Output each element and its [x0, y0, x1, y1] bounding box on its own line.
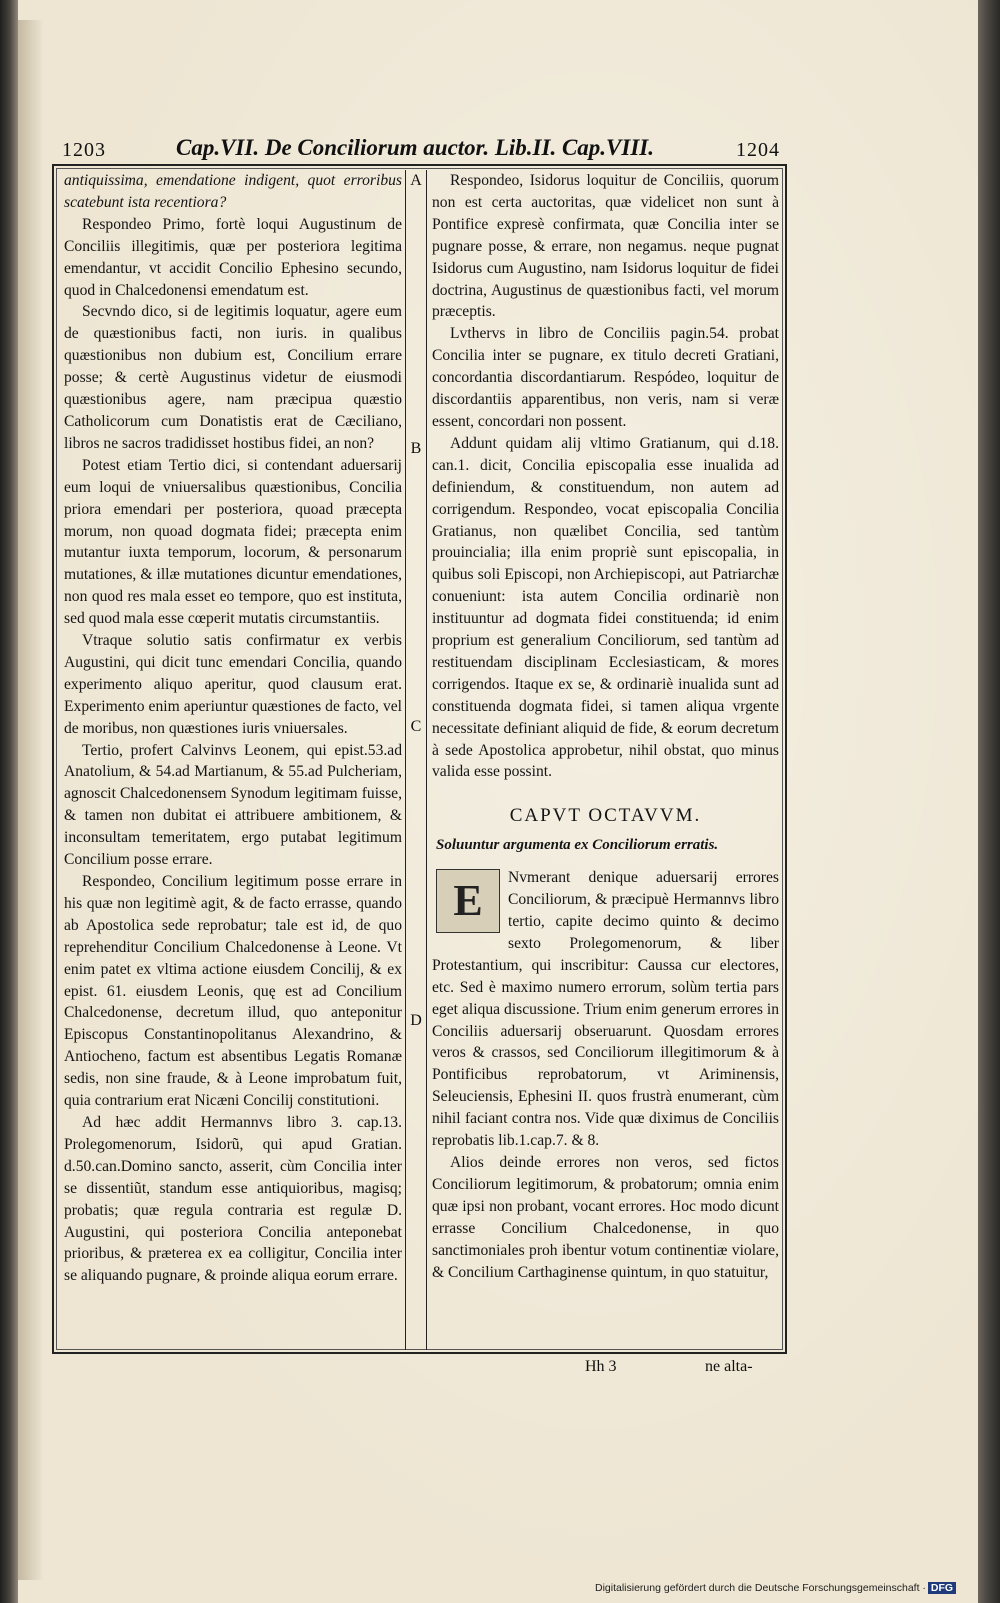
- margin-letter-a: A: [410, 172, 422, 189]
- signature-mark: Hh 3: [585, 1358, 617, 1375]
- paragraph: Addunt quidam alij vltimo Gratianum, qui d.18. can.1. dicit, Concilia episcopalia esse inualida ad definiendum, & constituendum, non autem ad corrigendum. Respondeo, vocat episcopalia Concilia Gratianus, non quælibet Concilia, sed tantùm prouincialia; illa enim propriè sunt episcopalia, in quibus soli Episcopi, non Archiepiscopi, aut Patriarchæ conueniunt: ista autem Concilia ordinariè non instituuntur ad dogmata fidei constituenda; id enim proprium est generalium Conciliorum, sed tantùm ad restituendam disciplinam Ecclesiasticam, & mores corrigendos. Itaque ex se, & ordinariè inualida sunt ad constituenda dogmata fidei, si tamen aliqua vrgente necessitate definiant aliquid de fide, & eorum decretum à sede Apostolica approbetur, nihil obstat, quo minus valida esse possint.: [432, 434, 779, 781]
- margin-letter-d: D: [410, 1012, 422, 1029]
- chapter-subtitle: Soluuntur argumenta ex Conciliorum erratis.: [436, 837, 719, 854]
- paragraph: antiquissima, emendatione indigent, quot erroribus scatebunt ista recentiora?: [64, 172, 402, 211]
- paragraph: Respondeo, Concilium legitimum posse errare in his quæ non legitimè agit, & de facto errasse, quando ab Apostolica sede reprobatur; tale est id, de quo reprehenditur Concilium Chalcedonense à Leone. Vt enim patet ex vltima actione eiusdem Concilij, & ex epist. 61. eiusdem Leonis, quę est ad Concilium Chalcedonense, decretum illud, quo anteponitur Episcopus Constantinopolitanus Alexandrino, & Antiocheno, factum est absentibus Legatis Romanæ sedis, non sine fraude, & à Leone improbatum fuit, quia contrarium erat Nicæni Concilij constitutioni.: [64, 873, 402, 1110]
- chapter-title: CAPVT OCTAVVM.: [509, 805, 702, 827]
- paragraph: Alios deinde errores non veros, sed fictos Conciliorum legitimorum, & probatorum; omnia enim quæ ipsi non probant, vocant errores. Hoc modo dicunt errasse Concilium Chalcedonense, in quo sanctimoniales proh ibentur votum continentiæ violare, & Concilium Carthaginense quintum, in quo statuitur,: [432, 1153, 779, 1281]
- left-column: [64, 170, 402, 1287]
- paragraph: Potest etiam Tertio dici, si contendant aduersarij eum loqui de vniuersalibus quæstionibus, Concilia priora emendari per posteriora, quoad præcepta morum, non quoad dogmata fidei; præcepta enim mutantur iuxta temporum, locorum, & personarum mutationes, & illæ mutationes dicuntur emendationes, non quod res mala esset eo tempore, quo est instituta, sed quod mala esse cœperit mutatis circumstantiis.: [64, 456, 402, 628]
- paragraph: Tertio, profert Calvinvs Leonem, qui epist.53.ad Anatolium, & 54.ad Martianum, & 55.ad Pulcheriam, agnoscit Chalcedonensem Synodum legitimam fuisse, & tamen non dubitat ei attribuere ambitionem, & inconsultam temeritatem, ergo putabat legitimum Concilium posse errare.: [64, 741, 402, 869]
- paragraph: Respondeo, Isidorus loquitur de Conciliis, quorum non est certa auctoritas, quæ videlicet non sunt à Pontifice expresè confirmata, quæ Concilia inter se pugnare posse, & errare, non negamus. neque pugnat Isidorus cum Augustino, nam Isidorus loquitur de fidei doctrina, Augustinus de quæstionibus facti, vel morum præceptis.: [432, 172, 779, 321]
- paragraph: Ad hæc addit Hermannvs libro 3. cap.13. Prolegomenorum, Isidorũ, qui apud Gratian. d.50.can.Domino sancto, asserit, cùm Concilia inter se dissentiũt, standum esse antiquioribus, magisq; probatis; quæ regula contraria est regulæ D. Augustini, qui posteriora Concilia anteponebat prioribus, & præterea ex ea colligitur, Concilia inter se aliquando pugnare, & proinde aliqua eorum errare.: [64, 1113, 402, 1285]
- paragraph: Vtraque solutio satis confirmatur ex verbis Augustini, qui dicit tunc emendari Concilia, quando experimento aliquo aperitur, quod clausum erat. Experimento enim aperiuntur quæstiones de facto, vel de moribus, non quæstiones iuris vniuersales.: [64, 632, 402, 737]
- running-title: Cap.VII. De Conciliorum auctor. Lib.II. Cap.VIII.: [176, 135, 654, 160]
- right-column: [432, 170, 779, 1283]
- digitization-note: Digitalisierung gefördert durch die Deutsche Forschungsgemeinschaft ·: [595, 1582, 926, 1594]
- column-divider: [405, 170, 427, 1350]
- book-fore-edge: [978, 0, 1000, 1603]
- digitization-credit: [595, 1582, 956, 1594]
- paragraph: Respondeo Primo, fortè loqui Augustinum de Conciliis illegitimis, quæ per posteriora legitima emendantur, vt accidit Concilio Ephesino secundo, quod in Chalcedonensi emendatum est.: [64, 215, 402, 299]
- margin-letter-b: B: [410, 440, 422, 457]
- margin-letter-c: C: [410, 718, 422, 735]
- decorated-initial: E: [436, 869, 500, 933]
- catchword: ne alta-: [705, 1358, 753, 1375]
- dfg-logo: DFG: [928, 1582, 956, 1594]
- paragraph: Lvthervs in libro de Conciliis pagin.54. probat Concilia inter se pugnare, ex titulo decreti Gratiani, concordantia discordantiarum. Respódeo, loquitur de discordantiis apparentibus, non veris, nam si veræ essent, concordari non possent.: [432, 325, 779, 430]
- paragraph: Nvmerant denique aduersarij errores Conciliorum, & præcipuè Hermannvs libro tertio, capite decimo quinto & decimo sexto Prolegomenorum, & liber Protestantium, qui inscribitur: Caussa cur electores, etc. Sed è maximo numero errorum, solùm tertia pars eget aliqua discussione. Trium enim generum errores in Conciliis aduersarij obseruarunt. Quosdam errores veros & crassos, sed Conciliorum illegitimorum & à Pontificibus reprobatorum, vt Ariminensis, Seleuciensis, Ephesini II. quos frustrà enumerant, cùm nihil faciant contra nos. Vide quæ diximus de Conciliis reprobatis lib.1.cap.7. & 8.: [432, 869, 779, 1150]
- page-number-right: 1204: [736, 139, 780, 161]
- page-header: [60, 135, 780, 165]
- page-stain: [18, 20, 44, 1580]
- paragraph: Secvndo dico, si de legitimis loquatur, agere eum de quæstionibus facti, non iuris. in qualibus quæstionibus non dubium est, Concilium errare posse; & certè Augustinus videtur de eiusmodi quæstionibus agere, nam præcipua quæstio Catholicorum cum Donatistis erat de Cæciliano, libros ne sacros tradidisset hostibus fidei, an non?: [64, 303, 402, 452]
- page-number-left: 1203: [62, 139, 106, 161]
